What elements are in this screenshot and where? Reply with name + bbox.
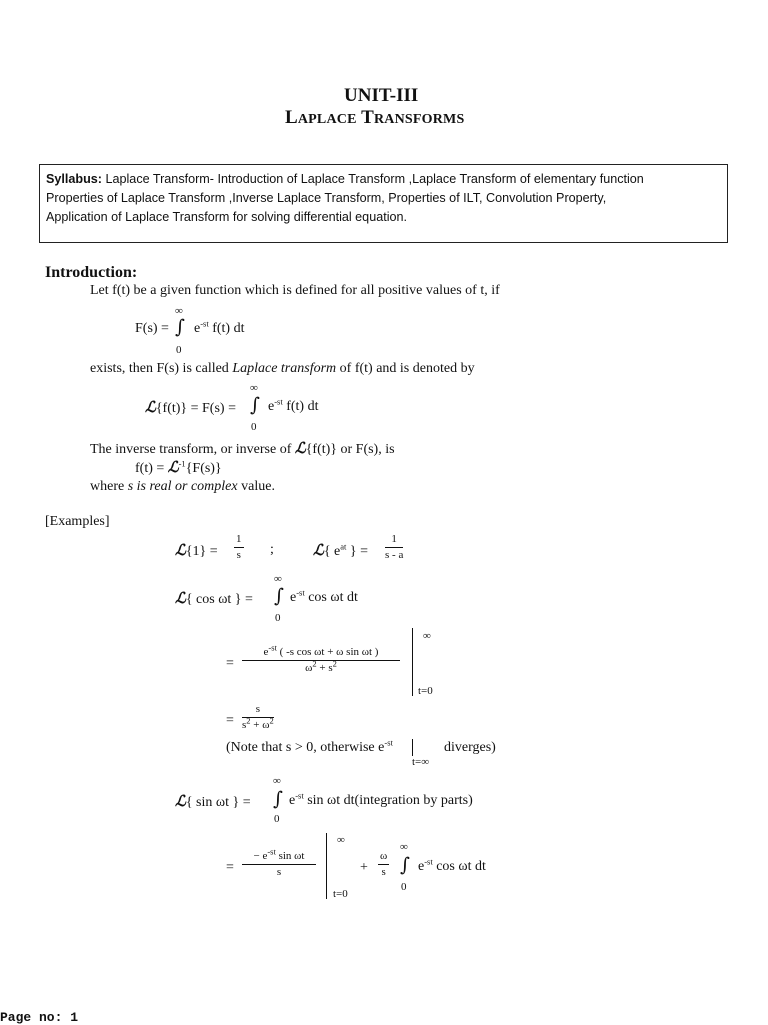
cos-eval-lower: t=0: [418, 685, 433, 697]
syllabus-box: [39, 164, 728, 243]
sin-lhs: ℒ{ sin ωt } =: [175, 792, 251, 810]
ex1-fraction: 1 s: [236, 533, 242, 561]
eq1-lower-limit: 0: [176, 344, 182, 356]
intro-paragraph-4: where s is real or complex value.: [90, 479, 275, 494]
cos-note-end: diverges): [444, 740, 496, 755]
sin-plus: +: [360, 860, 368, 875]
cos-step3-fraction: s $s^2 + \omega^2$: [242, 703, 274, 731]
syllabus-line-2: Properties of Laplace Transform ,Inverse Laplace Transform, Properties of ILT, Convolution Property,: [46, 191, 607, 205]
eq2-rhs: $e^{-st}$ f(t) dt: [268, 396, 319, 414]
ex1b-lhs: ℒ{ $e^{at}$ } =: [313, 541, 369, 559]
eq2-lhs: ℒ{f(t)} = F(s) =: [145, 398, 236, 416]
sin-rhs: $e^{-st}$ sin ωt dt(integration by parts): [289, 790, 473, 808]
cos-lhs: ℒ{ cos ωt } =: [175, 589, 253, 607]
sin-omega-fraction: ω s: [380, 850, 388, 878]
ex1b-fraction: 1 s - a: [385, 533, 404, 561]
sin-step2-fraction: − $e^{-st}$ sin ωt s: [242, 851, 316, 878]
eq3-inverse: f(t) = ℒ$^{-1}${F(s)}: [135, 458, 222, 476]
page-number: Page no: 1: [0, 1010, 79, 1025]
intro-paragraph-1: Let f(t) be a given function which is defined for all positive values of t, if: [90, 283, 500, 298]
sin-last-upper-limit: ∞: [400, 841, 408, 853]
intro-paragraph-2: exists, then F(s) is called Laplace transform of f(t) and is denoted by: [90, 361, 475, 376]
cos-step3-equals: =: [226, 713, 234, 728]
examples-label: [Examples]: [45, 514, 110, 529]
note-eval-lower: t=∞: [412, 756, 430, 768]
eq2-upper-limit: ∞: [250, 382, 258, 394]
cos-step2-equals: =: [226, 656, 234, 671]
cos-step2-fraction: $e^{-st}$ ( -s cos ωt + ω sin ωt ) $\omega^2 + s^2$: [242, 647, 400, 674]
cos-rhs: $e^{-st}$ cos ωt dt: [290, 587, 358, 605]
ex1-separator: ;: [270, 542, 274, 557]
sin-upper-limit: ∞: [273, 775, 281, 787]
sin-integral: ∫: [273, 788, 283, 810]
unit-title: UNIT-III: [344, 85, 419, 106]
sin-eval-upper: ∞: [337, 834, 345, 846]
cos-evaluation-bar: [412, 628, 413, 696]
intro-paragraph-3: The inverse transform, or inverse of ℒ{f(t)} or F(s), is: [90, 439, 395, 457]
sin-step2-equals: =: [226, 860, 234, 875]
sin-last-integral: ∫: [400, 854, 410, 876]
sin-last-rhs: $e^{-st}$ cos ωt dt: [418, 856, 486, 874]
note-evaluation-bar: [412, 739, 413, 756]
eq1-rhs: $e^{-st}$ f(t) dt: [194, 318, 245, 336]
cos-note: (Note that s > 0, otherwise $e^{-st}$: [226, 737, 393, 755]
cos-integral: ∫: [274, 585, 284, 607]
ex1-lhs: ℒ{1} =: [175, 541, 218, 559]
eq1-integral: ∫: [175, 316, 185, 338]
chapter-title: LAPLACE TRANSFORMS: [285, 107, 465, 128]
cos-lower-limit: 0: [275, 612, 281, 624]
sin-lower-limit: 0: [274, 813, 280, 825]
cos-eval-upper: ∞: [423, 630, 431, 642]
syllabus-line-3: Application of Laplace Transform for solving differential equation.: [46, 210, 407, 224]
sin-evaluation-bar: [326, 833, 327, 899]
eq2-lower-limit: 0: [251, 421, 257, 433]
cos-upper-limit: ∞: [274, 573, 282, 585]
syllabus-label: Syllabus:: [46, 172, 102, 186]
sin-eval-lower: t=0: [333, 888, 348, 900]
sin-last-lower-limit: 0: [401, 881, 407, 893]
eq1-lhs: F(s) =: [135, 321, 169, 336]
syllabus-line-1: Laplace Transform- Introduction of Laplace Transform ,Laplace Transform of elementary function: [105, 172, 644, 186]
eq2-integral: ∫: [250, 394, 260, 416]
eq1-upper-limit: ∞: [175, 305, 183, 317]
intro-heading: Introduction:: [45, 264, 138, 281]
